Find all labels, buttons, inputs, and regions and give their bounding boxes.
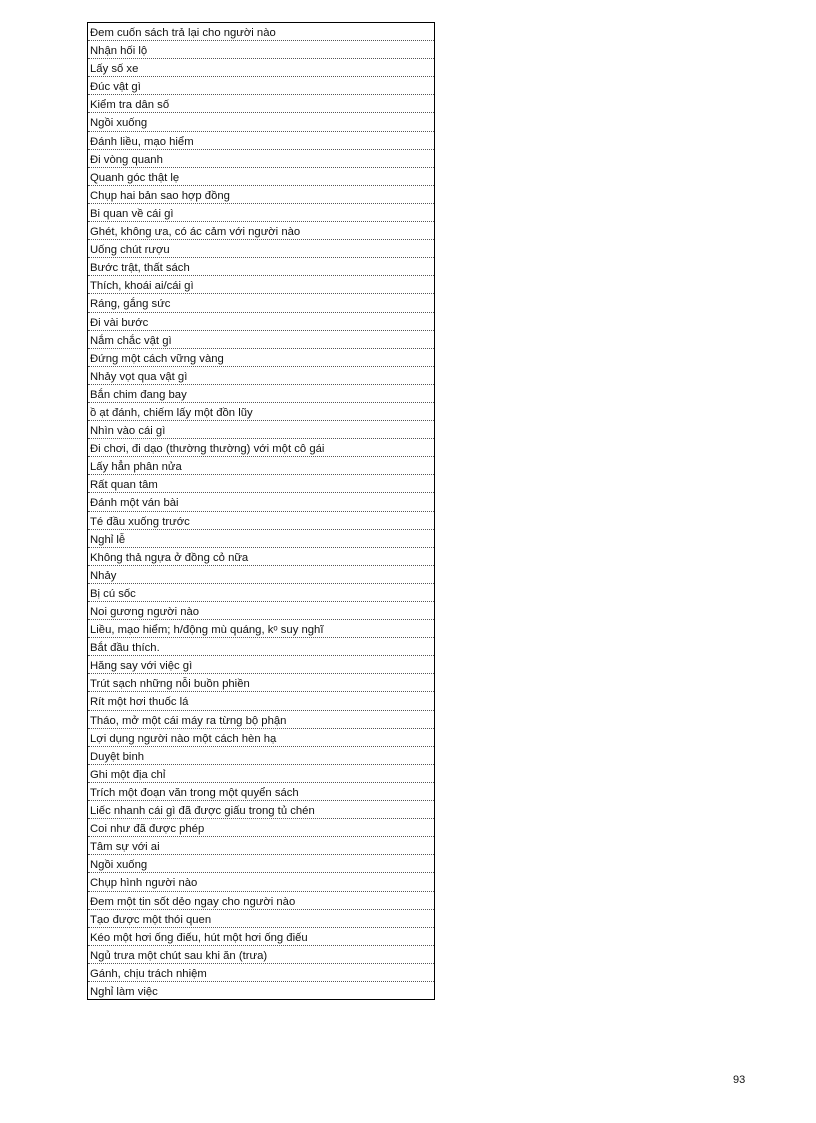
table-row: Đi vòng quanh (88, 150, 434, 168)
table-row: Liếc nhanh cái gì đã được giấu trong tủ chén (88, 801, 434, 819)
table-row: Chụp hai bản sao hợp đồng (88, 186, 434, 204)
table-row: Ngồi xuống (88, 855, 434, 873)
table-row: Ghi một địa chỉ (88, 765, 434, 783)
table-row: Nghỉ lễ (88, 530, 434, 548)
table-row: Lấy hẳn phân nửa (88, 457, 434, 475)
page-number: 93 (733, 1074, 746, 1086)
table-row: Đúc vật gì (88, 77, 434, 95)
table-row: Ghét, không ưa, có ác cảm với người nào (88, 222, 434, 240)
table-row: Tâm sự với ai (88, 837, 434, 855)
table-row: Nhìn vào cái gì (88, 421, 434, 439)
table-row: Bị cú sốc (88, 584, 434, 602)
table-row: Rất quan tâm (88, 475, 434, 493)
table-row: Bước trật, thất sách (88, 258, 434, 276)
table-row: Tạo được một thói quen (88, 910, 434, 928)
phrase-table (87, 22, 435, 1000)
table-row: Nghỉ làm việc (88, 982, 434, 1000)
table-row: Trút sạch những nỗi buồn phiền (88, 674, 434, 692)
table-row: Nhảy (88, 566, 434, 584)
table-row: Gánh, chịu trách nhiệm (88, 964, 434, 982)
table-row: Không thả ngựa ở đồng cỏ nữa (88, 548, 434, 566)
table-row: Quanh góc thật lẹ (88, 168, 434, 186)
table-row: Té đầu xuống trước (88, 512, 434, 530)
table-row: Nắm chắc vật gì (88, 331, 434, 349)
table-row: Đi chơi, đi dạo (thường thường) với một cô gái (88, 439, 434, 457)
table-row: Ngồi xuống (88, 113, 434, 131)
table-row: Tháo, mở một cái máy ra từng bộ phận (88, 711, 434, 729)
table-row: Đánh một ván bài (88, 493, 434, 511)
table-row: Đem một tin sốt dẻo ngay cho người nào (88, 892, 434, 910)
table-row: Đi vài bước (88, 313, 434, 331)
table-row: Đem cuốn sách trả lại cho người nào (88, 23, 434, 41)
table-row: Duyệt binh (88, 747, 434, 765)
table-row: Bắt đầu thích. (88, 638, 434, 656)
table-row: Trích một đoạn văn trong một quyển sách (88, 783, 434, 801)
table-row: Chụp hình người nào (88, 873, 434, 891)
table-row: Ráng, gắng sức (88, 294, 434, 312)
table-row: Rít một hơi thuốc lá (88, 692, 434, 710)
table-row: ồ ạt đánh, chiếm lấy một đồn lũy (88, 403, 434, 421)
table-row: Ngủ trưa một chút sau khi ăn (trưa) (88, 946, 434, 964)
table-row: Lấy số xe (88, 59, 434, 77)
table-row: Liều, mạo hiểm; h/động mù quáng, kᵒ suy nghĩ (88, 620, 434, 638)
table-row: Kéo một hơi ống điếu, hút một hơi ống điếu (88, 928, 434, 946)
table-row: Coi như đã được phép (88, 819, 434, 837)
table-row: Hăng say với việc gì (88, 656, 434, 674)
table-row: Nhảy vọt qua vật gì (88, 367, 434, 385)
table-row: Noi gương người nào (88, 602, 434, 620)
table-row: Bi quan về cái gì (88, 204, 434, 222)
table-row: Kiểm tra dân số (88, 95, 434, 113)
table-row: Đánh liều, mạo hiểm (88, 132, 434, 150)
table-row: Đứng một cách vững vàng (88, 349, 434, 367)
table-row: Nhận hối lộ (88, 41, 434, 59)
table-row: Thích, khoái ai/cái gì (88, 276, 434, 294)
table-row: Uống chút rượu (88, 240, 434, 258)
table-row: Lợi dụng người nào một cách hèn hạ (88, 729, 434, 747)
table-row: Bắn chim đang bay (88, 385, 434, 403)
